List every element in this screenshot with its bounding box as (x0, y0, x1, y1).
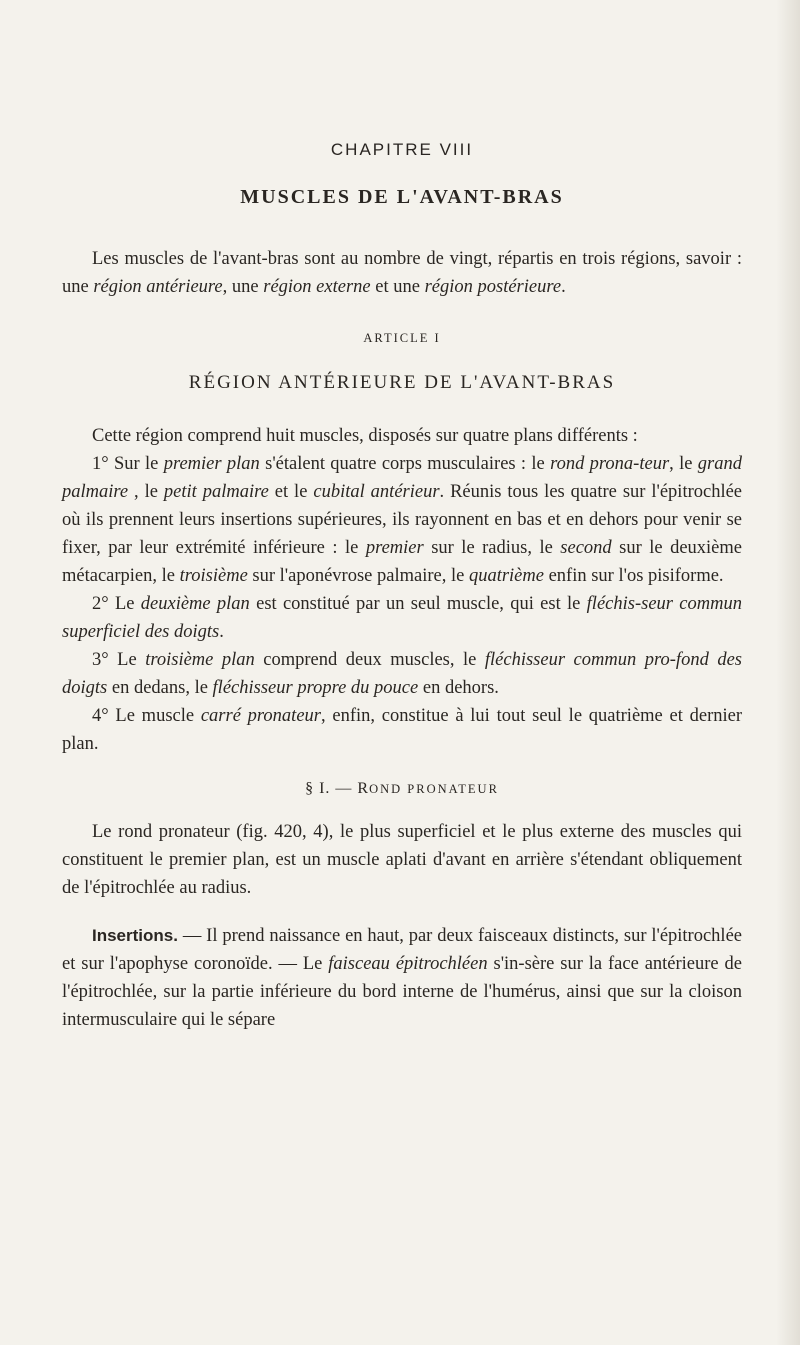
paragraph-rond-pronateur: Le rond pronateur (fig. 420, 4), le plus superficiel et le plus externe des muscles qui constituent le premier plan, est un muscle aplati d'avant en arrière s'étendant obliquement de l'épitrochlée au radius. (62, 822, 742, 898)
section-heading: § I. — ROND PRONATEUR (305, 780, 499, 797)
page-edge-shadow (776, 0, 800, 1345)
intro-paragraph: Les muscles de l'avant-bras sont au nombre de vingt, répartis en trois régions, savoir : une région antérieure, une région externe et une région postérieure. (62, 249, 742, 297)
paragraph-overview: Cette région comprend huit muscles, disposés sur quatre plans différents : (92, 426, 638, 446)
page-content (62, 140, 742, 1034)
paragraph-first-plane: 1° Sur le premier plan s'étalent quatre corps musculaires : le rond prona-teur, le grand palmaire , le petit palmaire et le cubital antérieur. Réunis tous les quatre sur l'épitrochlée où ils prennent leurs insertions supérieures, ils rayonnent en bas et en dehors pour venir se fixer, par leur extrémité inférieure : le premier sur le radius, le second sur le deuxième métacarpien, le troisième sur l'aponévrose palmaire, le quatrième enfin sur l'os pisiforme. (62, 454, 743, 586)
paragraph-insertions: Insertions. — Il prend naissance en haut, par deux faisceaux distincts, sur l'épitrochlée et sur l'apophyse coronoïde. — Le faisceau épitrochléen s'in-sère sur la face antérieure de l'épitrochlée, sur la partie inférieure du bord interne de l'humérus, ainsi que sur la cloison intermusculaire qui le sépare (62, 926, 742, 1030)
paragraph-third-plane: 3° Le troisième plan comprend deux muscles, le fléchisseur commun pro-fond des doigts en dedans, le fléchisseur propre du pouce en dehors. (62, 650, 742, 698)
paragraph-second-plane: 2° Le deuxième plan est constitué par un seul muscle, qui est le fléchis-seur commun superficiel des doigts. (62, 594, 742, 642)
article-label: ARTICLE I (363, 331, 441, 345)
chapter-heading: CHAPITRE VIII (330, 140, 474, 159)
paragraph-fourth-plane: 4° Le muscle carré pronateur, enfin, constitue à lui tout seul le quatrième et dernier plan. (62, 706, 743, 754)
insertions-term: Insertions. (92, 926, 178, 945)
chapter-title: MUSCLES DE L'AVANT-BRAS (240, 186, 564, 208)
region-title: RÉGION ANTÉRIEURE DE L'AVANT-BRAS (188, 372, 616, 393)
